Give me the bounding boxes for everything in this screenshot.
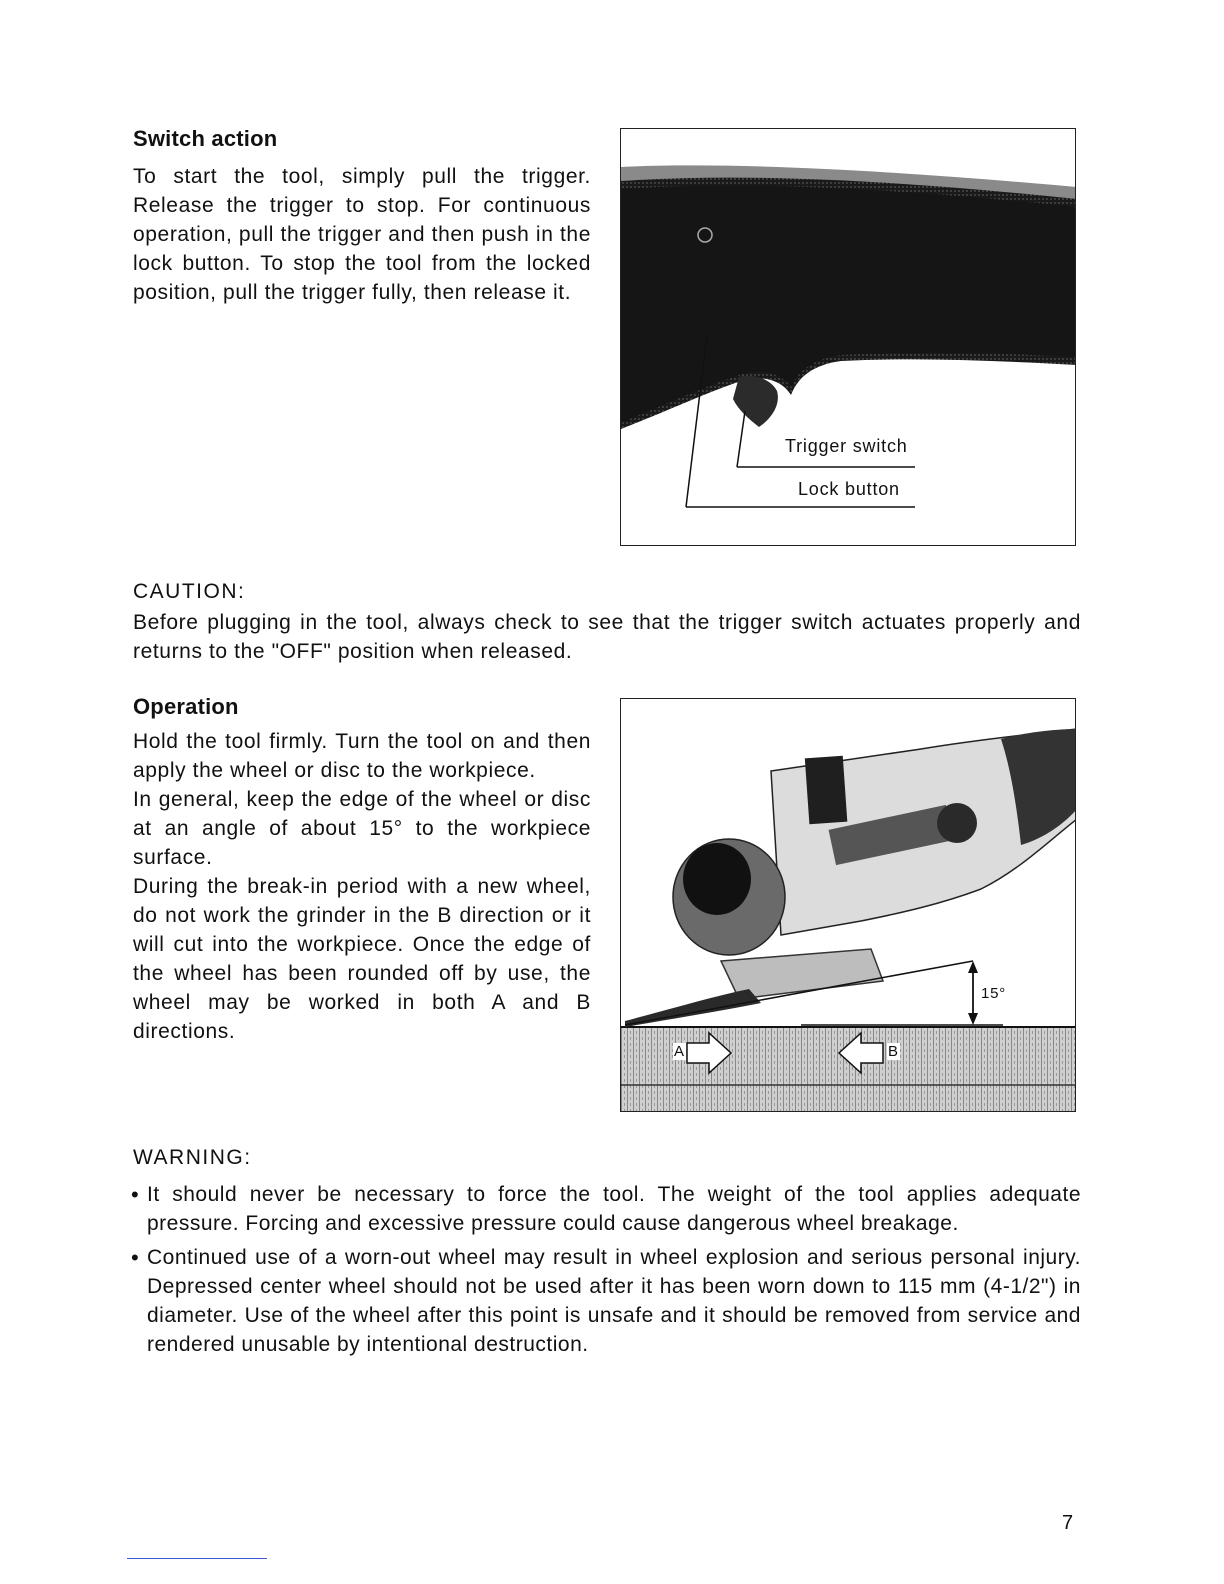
lock-button-callout: Lock button <box>798 479 900 499</box>
grinder-on-workpiece-illustration <box>621 699 1076 1112</box>
warning-item-worn-wheel: • Continued use of a worn-out wheel may result in wheel explosion and serious personal injury. Depressed center wheel should not be used after it has been worn down to 115 mm (4-1/2") in diameter. Use of the wheel after this point is unsafe and it should be removed from service and rendered unusable by intentional destruction. <box>133 1243 1081 1359</box>
direction-b-label: B <box>888 1043 899 1060</box>
page-number: 7 <box>1062 1512 1074 1534</box>
trigger-switch-callout: Trigger switch <box>785 436 908 456</box>
direction-a-label: A <box>674 1043 685 1060</box>
bottom-rule <box>127 1558 267 1559</box>
warning-label: WARNING: <box>133 1146 252 1169</box>
switch-action-heading: Switch action <box>133 126 278 151</box>
operation-text <box>133 727 591 1046</box>
operation-heading: Operation <box>133 694 239 719</box>
trigger-switch-figure <box>620 128 1076 546</box>
warning-list <box>133 1180 1081 1364</box>
grinding-angle-figure <box>620 698 1076 1112</box>
caution-paragraph: Before plugging in the tool, always check to see that the trigger switch actuates properly and returns to the "OFF" position when released. <box>133 611 1081 663</box>
operation-paragraph-hold: Hold the tool firmly. Turn the tool on and then apply the wheel or disc to the workpiece. <box>133 730 591 782</box>
operation-paragraph-angle: In general, keep the edge of the wheel or disc at an angle of about 15° to the workpiece surface. <box>133 788 591 869</box>
angle-label: 15° <box>981 985 1007 1002</box>
switch-action-paragraph: To start the tool, simply pull the trigger. Release the trigger to stop. For continuous operation, pull the trigger and then push in the lock button. To stop the tool from the locked position, pull the trigger fully, then release it. <box>133 165 591 304</box>
caution-text <box>133 608 1081 666</box>
operation-paragraph-break-in: During the break-in period with a new wheel, do not work the grinder in the B direction or it will cut into the workpiece. Once the edge of the wheel has been rounded off by use, the wheel may be worked in both A and B directions. <box>133 875 591 1043</box>
switch-action-text <box>133 162 591 307</box>
warning-item-force: • It should never be necessary to force the tool. The weight of the tool applies adequate pressure. Forcing and excessive pressure could cause dangerous wheel breakage. <box>133 1180 1081 1238</box>
caution-label: CAUTION: <box>133 580 246 603</box>
